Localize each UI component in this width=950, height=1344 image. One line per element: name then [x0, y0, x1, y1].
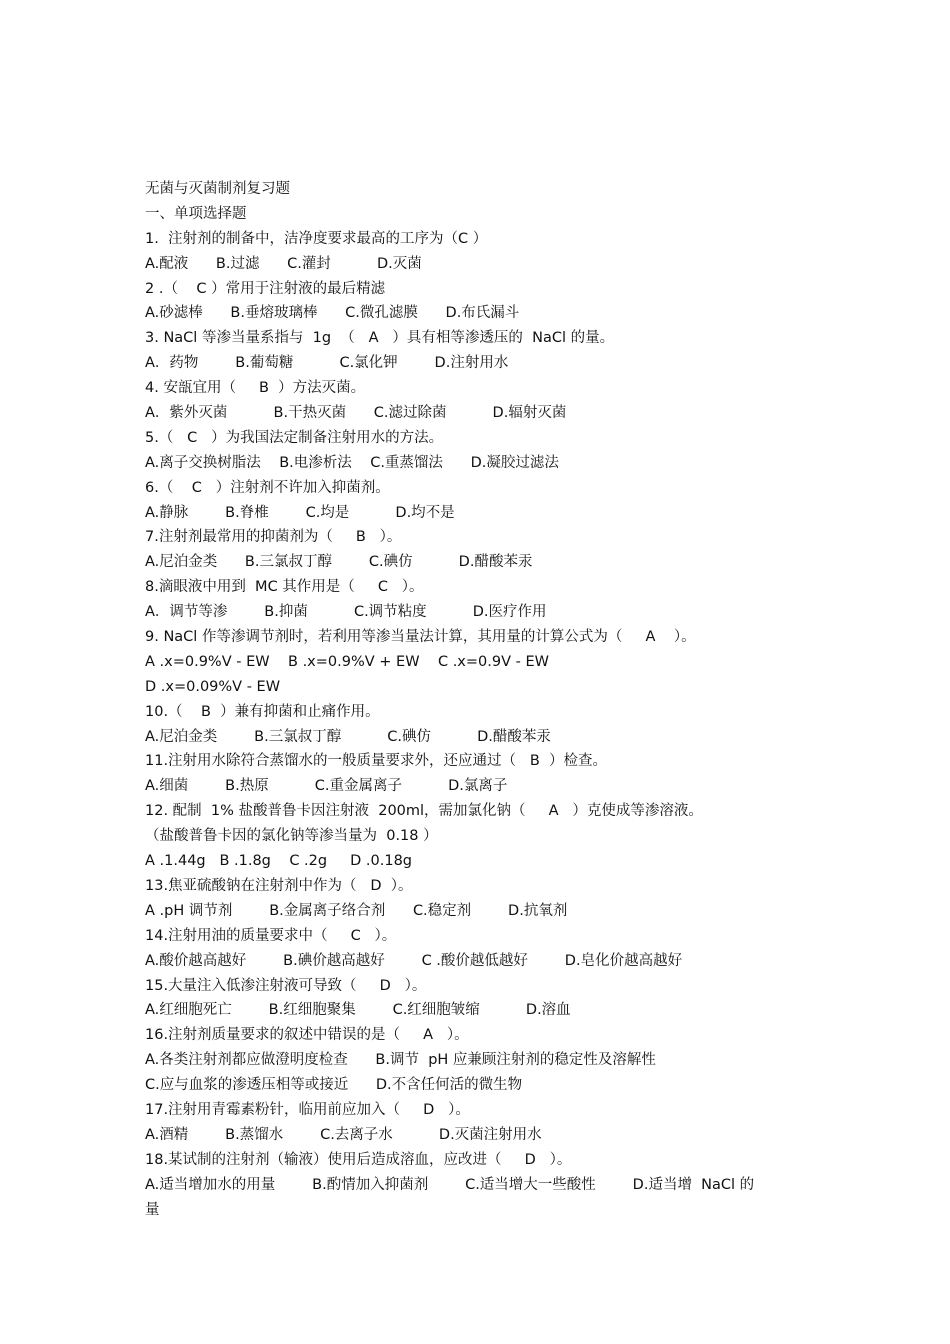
options-9-line-1: A .x=0.9%V - EW B .x=0.9%V + EW C .x=0.9V - EW: [145, 653, 549, 670]
options-2: A.砂滤棒 B.垂熔玻璃棒 C.微孔滤膜 D.布氏漏斗: [145, 305, 520, 322]
question-14: 14.注射用油的质量要求中（ C ）。: [145, 927, 397, 944]
question-13: 13.焦亚硫酸钠在注射剂中作为（ D ）。: [145, 877, 413, 894]
question-10: 10.（ B ）兼有抑菌和止痛作用。: [145, 703, 380, 720]
question-11: 11.注射用水除符合蒸馏水的一般质量要求外，还应通过（ B ）检查。: [145, 753, 608, 770]
options-16-line-2: C.应与血浆的渗透压相等或接近 D.不含任何活的微生物: [145, 1077, 523, 1094]
question-16: 16.注射剂质量要求的叙述中错误的是（ A ）。: [145, 1027, 469, 1044]
options-7: A.尼泊金类 B.三氯叔丁醇 C.碘仿 D.醋酸苯汞: [145, 554, 533, 571]
question-12: 12. 配制 1% 盐酸普鲁卡因注射液 200ml，需加氯化钠（ A ）克使成等渗溶液。: [145, 803, 703, 820]
options-6: A.静脉 B.脊椎 C.均是 D.均不是: [145, 504, 455, 521]
options-16-line-1: A.各类注射剂都应做澄明度检查 B.调节 pH 应兼顾注射剂的稳定性及溶解性: [145, 1052, 656, 1069]
options-1: A.配液 B.过滤 C.灌封 D.灭菌: [145, 255, 422, 272]
options-18-line-2: 量: [145, 1201, 160, 1218]
question-15: 15.大量注入低渗注射液可导致（ D ）。: [145, 977, 427, 994]
question-8: 8.滴眼液中用到 MC 其作用是（ C ）。: [145, 579, 424, 596]
options-10: A.尼泊金类 B.三氯叔丁醇 C.碘仿 D.醋酸苯汞: [145, 728, 551, 745]
question-3: 3. NaCl 等渗当量系指与 1g （ A ）具有相等渗透压的 NaCl 的量。: [145, 330, 615, 347]
options-15: A.红细胞死亡 B.红细胞聚集 C.红细胞皱缩 D.溶血: [145, 1002, 571, 1019]
question-12-note: （盐酸普鲁卡因的氯化钠等渗当量为 0.18 ）: [145, 828, 438, 845]
options-8: A．调节等渗 B.抑菌 C.调节粘度 D.医疗作用: [145, 604, 547, 621]
question-4: 4. 安瓿宜用（ B ）方法灭菌。: [145, 380, 366, 397]
question-17: 17.注射用青霉素粉针，临用前应加入（ D ）。: [145, 1101, 470, 1118]
question-5: 5.（ C ）为我国法定制备注射用水的方法。: [145, 429, 444, 446]
document-page: [145, 177, 845, 1222]
section-heading: 一、单项选择题: [145, 205, 247, 222]
question-2: 2 .（ C ）常用于注射液的最后精滤: [145, 280, 386, 297]
question-7: 7.注射剂最常用的抑菌剂为（ B ）。: [145, 529, 402, 546]
options-5: A.离子交换树脂法 B.电渗析法 C.重蒸馏法 D.凝胶过滤法: [145, 454, 559, 471]
document-title: 无菌与灭菌制剂复习题: [145, 181, 290, 197]
question-6: 6.（ C ）注射剂不许加入抑菌剂。: [145, 479, 390, 496]
options-9-line-2: D .x=0.09%V - EW: [145, 678, 281, 695]
options-17: A.酒精 B.蒸馏水 C.去离子水 D.灭菌注射用水: [145, 1126, 542, 1143]
options-4: A．紫外灭菌 B.干热灭菌 C.滤过除菌 D.辐射灭菌: [145, 405, 567, 422]
options-11: A.细菌 B.热原 C.重金属离子 D.氯离子: [145, 778, 508, 795]
options-14: A.酸价越高越好 B.碘价越高越好 C .酸价越低越好 D.皂化价越高越好: [145, 952, 683, 969]
options-13: A .pH 调节剂 B.金属离子络合剂 C.稳定剂 D.抗氧剂: [145, 902, 568, 919]
options-18-line-1: A.适当增加水的用量 B.酌情加入抑菌剂 C.适当增大一些酸性 D.适当增 NaCl 的: [145, 1176, 755, 1193]
question-1: 1. 注射剂的制备中，洁净度要求最高的工序为（C ）: [145, 230, 488, 247]
options-3: A．药物 B.葡萄糖 C.氯化钾 D.注射用水: [145, 355, 509, 372]
question-18: 18.某试制的注射剂（输液）使用后造成溶血，应改进（ D ）。: [145, 1151, 572, 1168]
question-9: 9. NaCl 作等渗调节剂时，若利用等渗当量法计算，其用量的计算公式为（ A ）。: [145, 629, 696, 646]
options-12: A .1.44g B .1.8g C .2g D .0.18g: [145, 853, 413, 870]
